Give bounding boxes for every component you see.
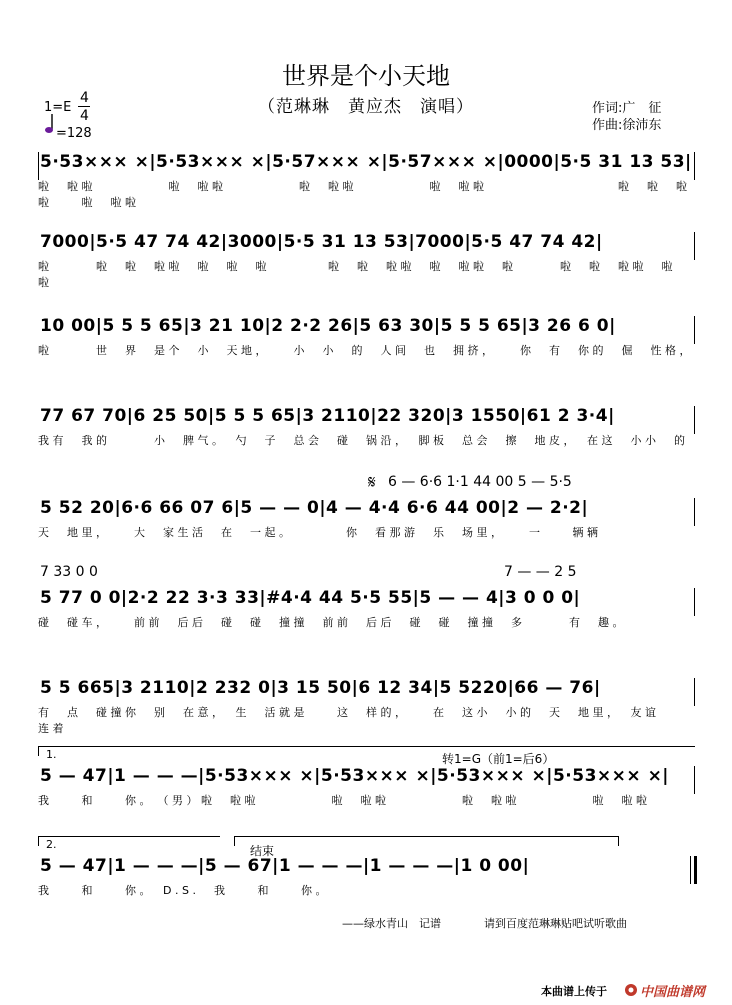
listen-note: 请到百度范琳琳贴吧试听歌曲 (484, 917, 627, 930)
upper-notes: 6 — 6·6 1·1 44 00 5 — 5·5 (388, 474, 572, 490)
ending-label: 结束 (250, 844, 275, 858)
lyrics: 我 和 你。 D.S. 我 和 你。 (38, 884, 330, 897)
tempo: =128 (56, 126, 92, 141)
notes: 5 5 665|3 2110|2 232 0|3 15 50|6 12 34|5 5220|66 — 76| (40, 678, 601, 698)
time-sig-top: 4 (80, 90, 89, 106)
logo-text: 中国曲谱网 (640, 985, 706, 1000)
score-line-5 (38, 470, 695, 542)
segno-icon: 𝄋 (368, 472, 376, 493)
lyrics: 我 和 你。 （男）啦 啦啦 啦 啦啦 啦 啦啦 啦 啦啦 (38, 794, 651, 807)
lyrics: 有 点 碰撞你 别 在意， 生 活就是 这 样的， 在 这小 小的 天 地里， 友谊 连着 (38, 706, 689, 735)
score-line-3 (38, 312, 695, 360)
notes: 10 00|5 5 5 65|3 21 10|2 2·2 26|5 63 30|5 5 5 65|3 26 6 0| (40, 316, 616, 336)
lyrics: 啦 世 界 是个 小 天地， 小 小 的 人间 也 拥挤， 你 有 你的 倔 性格， (38, 344, 694, 357)
modulation-text: 转1=G（前1=后6） (442, 752, 555, 766)
lyrics: 啦 啦 啦 啦啦 啦 啦 啦 啦 啦 啦啦 啦 啦啦 啦 啦 啦 啦啦 啦 啦 (38, 260, 705, 289)
lyrics: 我有 我的 小 脾气。 勺 子 总会 碰 锅沿， 脚板 总会 擦 地皮， 在这 小小 的 (38, 434, 689, 447)
notes: 7000|5·5 47 74 42|3000|5·5 31 13 53|7000|5·5 47 74 42| (40, 232, 603, 252)
notes: 5 77 0 0|2·2 22 3·3 33|#4·4 44 5·5 55|5 — — 4|3 0 0 0| (40, 588, 581, 608)
site-logo[interactable] (624, 981, 720, 999)
song-title: 世界是个小天地 (282, 62, 450, 90)
lyrics: 啦 啦啦 啦 啦啦 啦 啦啦 啦 啦啦 啦 啦 啦啦 啦 啦啦 (38, 180, 691, 209)
notes: 77 67 70|6 25 50|5 5 5 65|3 2110|22 320|3 1550|61 2 3·4| (40, 406, 615, 426)
volta-1-label: 1. (46, 748, 57, 761)
notes: 5 — 47|1 — — —|5·53××× ×|5·53××× ×|5·53××× ×|5·53××× ×| (40, 766, 670, 786)
composer: 作曲:徐沛东 (592, 118, 662, 133)
score-line-8 (38, 746, 695, 810)
lyricist: 作词:广 征 (592, 101, 662, 116)
score-line-2 (38, 228, 705, 289)
score-line-4 (38, 402, 695, 450)
transcriber-credit: ——绿水青山 记谱 (342, 917, 441, 930)
time-sig-bottom: 4 (80, 108, 89, 124)
score-line-1 (38, 148, 695, 209)
song-subtitle: （范琳琳 黄应杰 演唱） (258, 97, 474, 117)
score-line-7 (38, 674, 695, 735)
time-sig-line (78, 106, 90, 107)
notes: 5 — 47|1 — — —|5 — 67|1 — — —|1 — — —|1 0 00| (40, 856, 530, 876)
notes: 5 52 20|6·6 66 07 6|5 — — 0|4 — 4·4 6·6 44 00|2 — 2·2| (40, 498, 589, 518)
notes: 5·53××× ×|5·53××× ×|5·57××× ×|5·57××× ×|0000|5·5 31 13 53| (40, 152, 692, 172)
upload-label: 本曲谱上传于 (541, 985, 607, 998)
score-line-6 (38, 560, 695, 632)
quarter-note-icon (44, 114, 54, 134)
upper-notes-right: 7 — — 2 5 (504, 564, 577, 580)
lyrics: 碰 碰车， 前前 后后 碰 碰 撞撞 前前 后后 碰 碰 撞撞 多 有 趣。 (38, 616, 627, 629)
upper-notes-left: 7 33 0 0 (40, 564, 98, 580)
score-line-9 (38, 836, 695, 900)
lyrics: 天 地里， 大 家生活 在 一起。 你 看那游 乐 场里， 一 辆辆 (38, 526, 602, 539)
key-signature: 1=E (44, 100, 72, 115)
volta-2-label: 2. (46, 838, 57, 851)
